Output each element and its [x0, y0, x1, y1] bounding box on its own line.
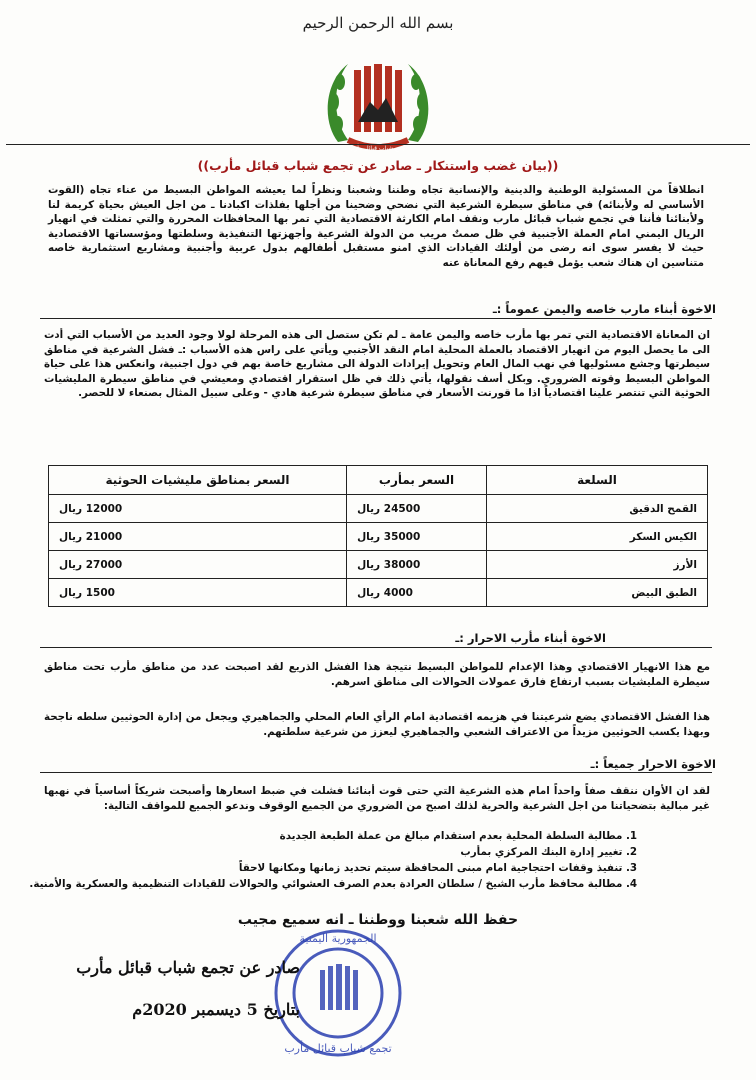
price-table [48, 465, 708, 607]
list-item [29, 876, 648, 892]
section2-paragraph-1: مع هذا الانهيار الاقتصادي وهذا الإعدام للمواطن البسيط نتيجة هذا الفشل الذريع لقد اصبحت عدد من مناطق مأرب تحت مناطق سيطرة المليشيات بسبب ارتفاع فارق عمولات الحوالات الى مناطق اسرهم. [44, 661, 710, 688]
stamp-top-text: الجمهورية اليمنية [299, 932, 377, 945]
header-item: السلعة [487, 466, 708, 495]
list-item [29, 828, 648, 844]
row-item: القمح الدقيق [487, 495, 708, 523]
table-row [49, 495, 708, 523]
header-marib: السعر بمأرب [347, 466, 487, 495]
section3-divider [40, 772, 712, 773]
section1-divider [40, 318, 712, 319]
list-text: تنفيذ وقفات احتجاجية امام مبنى المحافظة سيتم تحديد زمانها ومكانها لاحقاً [238, 862, 623, 874]
basmala: بسم الله الرحمن الرحيم [302, 14, 454, 32]
issuer-signature: صادر عن تجمع شباب قبائل مأرب [76, 958, 300, 977]
row-item: الأرز [487, 551, 708, 579]
official-stamp [240, 918, 410, 1068]
section2-divider [40, 647, 712, 648]
header-houthi: السعر بمناطق مليشيات الحوثية [49, 466, 347, 495]
list-number: 3. [626, 862, 638, 874]
row-houthi-price: 27000 ريال [49, 551, 347, 579]
row-houthi-price: 21000 ريال [49, 523, 347, 551]
issue-date: بتاريخ 5 ديسمبر 2020م [132, 1000, 300, 1019]
list-number: 4. [626, 878, 638, 890]
logo-caption: تجمع شباب قبائل مأرب [348, 145, 408, 152]
row-item: الطبق البيض [487, 579, 708, 607]
row-marib-price: 4000 ريال [347, 579, 487, 607]
table-row [49, 551, 708, 579]
closing-prayer: حفظ الله شعبنا ووطننا ـ انه سميع مجيب [237, 912, 519, 928]
list-text: مطالبة السلطة المحلية بعدم استقدام مبالغ من عملة الطبعة الجديدة [279, 830, 623, 842]
list-number: 1. [626, 830, 638, 842]
header-divider [6, 144, 750, 145]
row-marib-price: 35000 ريال [347, 523, 487, 551]
table-row [49, 523, 708, 551]
list-text: مطالبة محافظ مأرب الشيخ / سلطان العرادة بعدم الصرف العشوائي والحوالات للقيادات التنظيمية والعسكرية والأمنية. [29, 878, 623, 890]
section2-heading: الاخوة أبناء مأرب الاحرار :ـ [455, 631, 606, 645]
list-text: تغيير إدارة البنك المركزي بمأرب [460, 846, 623, 858]
row-houthi-price: 12000 ريال [49, 495, 347, 523]
list-number: 2. [626, 846, 638, 858]
section2-paragraph-2: هذا الفشل الاقتصادي يضع شرعيتنا في هزيمه اقتصادية امام الرأي العام المحلي والجماهيري ويجعل من إدارة الحوثيين سلطه ناجحة وبهذا يكسب الحوثيين مزيداً من الاعتراف الشعبي والجماهيري ليعزز من شرعية سلطتهم. [44, 711, 710, 738]
section1-body: ان المعاناة الاقتصادية التي تمر بها مأرب خاصه واليمن عامة ـ لم تكن ستصل الى هذه المرحلة لولا وجود العديد من الأسباب التي أدت الى ما يحصل اليوم من انهيار الاقتصاد بالعملة المحلية امام النقد الأجنبي ويأتي على راس هذه الأسباب :ـ فشل الشرعية في مناطق سيطرتها وجشع مسئوليها في نهب المال العام وتحويل إيرادات الدولة الى مشاريع خاصة بهم في دول اجنبية، وانعكس هذا على حياة المواطن البسيط وقوته الضروري. وبكل أسف نقولها، يأتي ذلك في ظل استقرار اقتصادي ومعيشي في مناطق سيطرة المليشيات الحوثية التي تنتصر علينا اقتصادياً اذا ما قورنت الأسعار في مناطق سيطرة شرعية هادي - وعلى سبيل المثال بصنعاء لا للحصر. [44, 329, 710, 400]
demands-list [29, 828, 648, 892]
price-table-header [49, 466, 708, 495]
row-marib-price: 24500 ريال [347, 495, 487, 523]
section1-heading: الاخوة أبناء مارب خاصه واليمن عموماً :ـ [492, 302, 716, 316]
list-item [29, 860, 648, 876]
intro-paragraph: انطلاقاً من المسئولية الوطنية والدينية والإنسانية تجاه وطننا وشعبنا ونظراً لما يعيشه المواطن البسيط من عناء تجاه (القوت الأساسي له ولأبنائه) في مناطق سيطرة الشرعية التي نضحي وضحينا من أجلها بفلذات اكبادنا ـ من اجل العيش بحياة كريمة لنا ولأبنائنا فأننا في تجمع شباب قبائل مارب ونقف امام الكارثة الاقتصادية التي تمر بها المحافظات المحررة والتي تمثلت في انهيار الريال اليمني امام العملة الأجنبية في ظل صمتٌ مريب من الدولة الشرعية وأجهزتها التنفيذية وسلطتها ومؤسساتها الاقتصادية حيث لا يفسر سوى انه رضى من أولئك القيادات الذي امنو مستقبل أطفالهم بدول عربية وأجنبية ومشاريع استثمارية خاصه متناسين ان هناك شعب يؤمل فيهم رفع المعاناة عنه [48, 184, 704, 269]
list-item [29, 844, 648, 860]
stamp-bottom-text: تجمع شباب قبائل مأرب [284, 1042, 392, 1055]
table-row [49, 579, 708, 607]
row-marib-price: 38000 ريال [347, 551, 487, 579]
section3-heading: الاخوة الاحرار جميعاً :ـ [590, 757, 716, 771]
section3-body: لقد ان الأوان ننقف صفاً واحداً امام هذه الشرعية التي حتى قوت أبنائنا فشلت في ضبط اسعارها وأصبحت شريكاً أساسياً في نهبها غير مبالية بتضحياتنا من اجل الشرعية والحرية لذلك اصبح من الضروري من الجميع الوقوف وندعو الجميع للمواقف التالية: [44, 785, 710, 812]
statement-title: ((بيان غضب واستنكار ـ صادر عن تجمع شباب قبائل مأرب)) [197, 158, 559, 173]
row-item: الكيس السكر [487, 523, 708, 551]
row-houthi-price: 1500 ريال [49, 579, 347, 607]
